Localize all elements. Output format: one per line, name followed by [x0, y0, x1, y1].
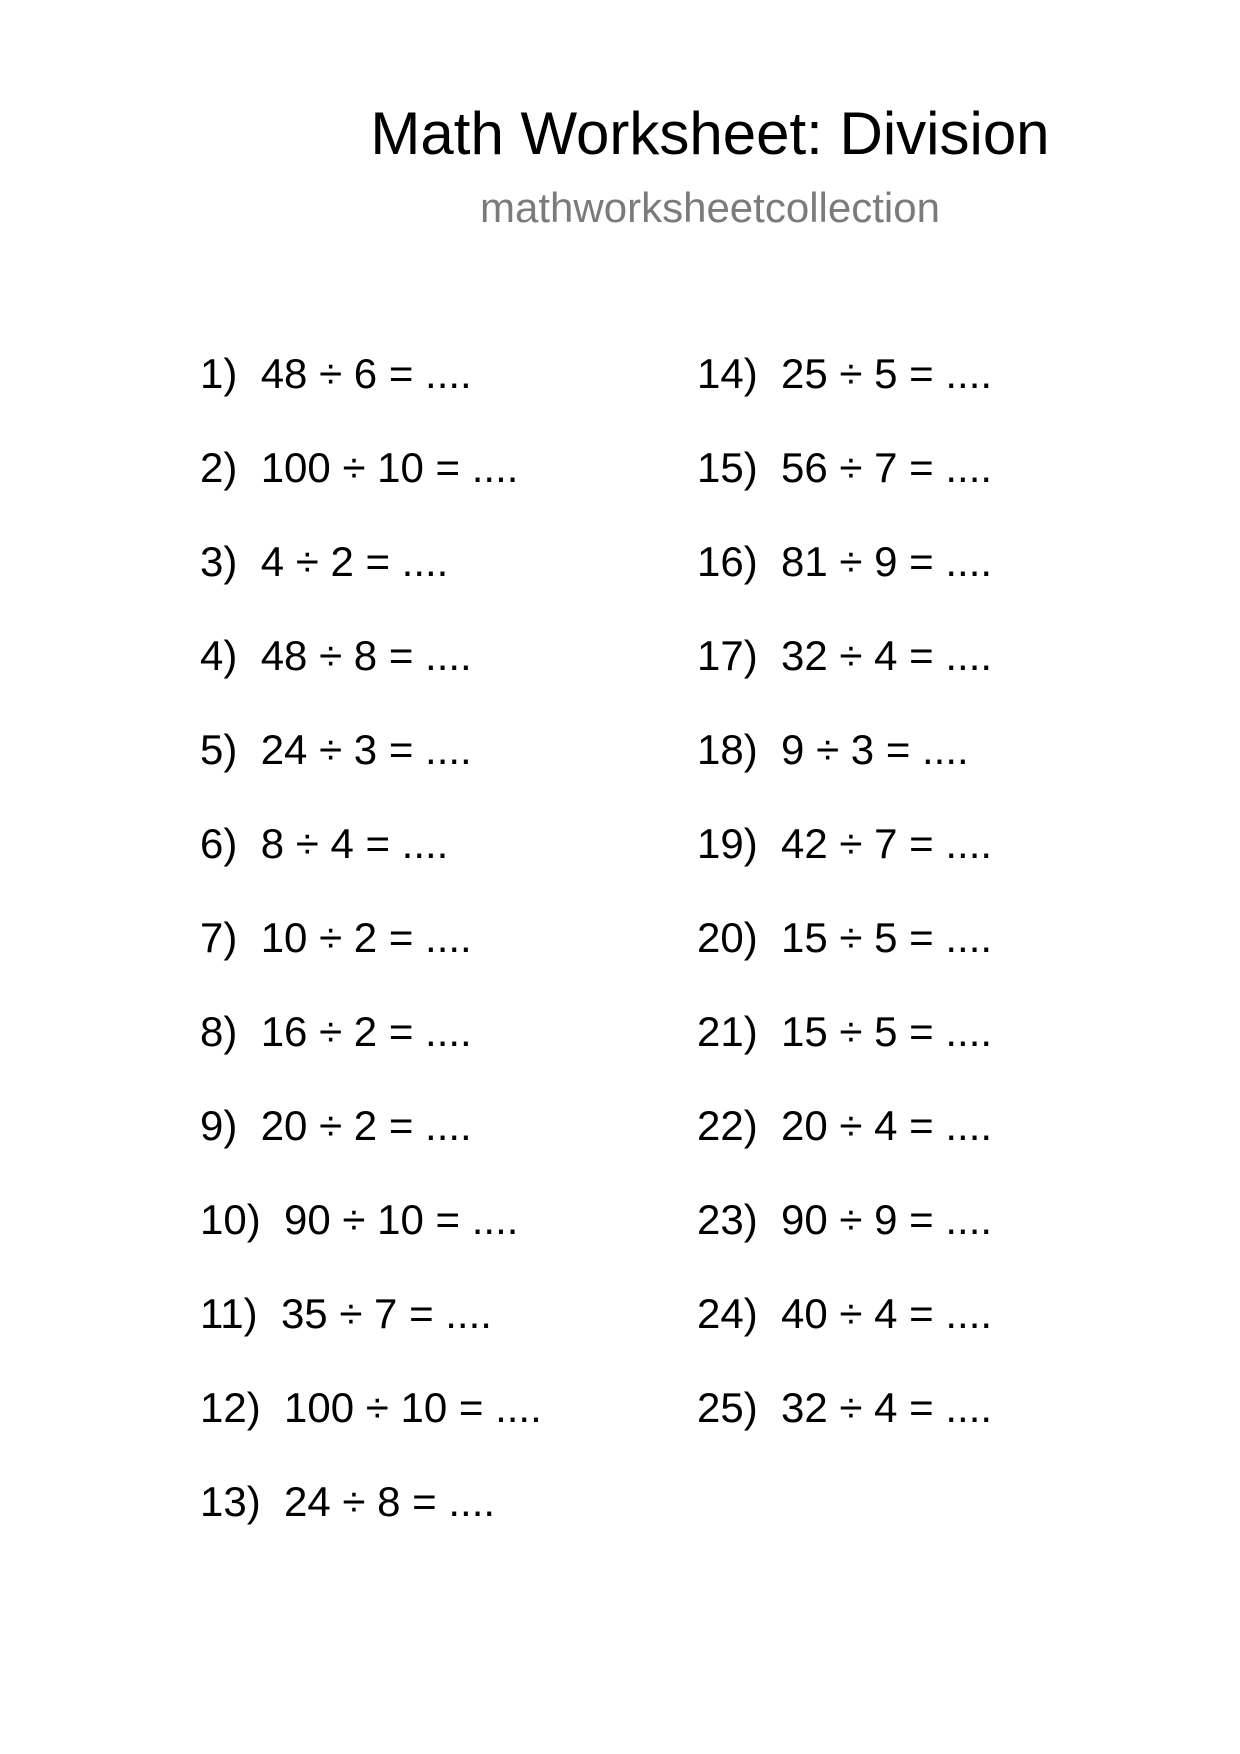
- problem-expression: 25 ÷ 5 = ....: [781, 350, 993, 397]
- problem-number: 8): [200, 1008, 238, 1055]
- problem-number: 24): [697, 1290, 758, 1337]
- problem-item: [200, 537, 448, 587]
- problem-number: 20): [697, 914, 758, 961]
- problem-item: [200, 1383, 542, 1433]
- problem-item: [200, 443, 518, 493]
- problem-item: [697, 349, 992, 399]
- problem-number: 11): [200, 1290, 258, 1337]
- problem-expression: 16 ÷ 2 = ....: [260, 1008, 472, 1055]
- problem-item: [697, 1289, 992, 1339]
- problem-expression: 81 ÷ 9 = ....: [781, 538, 993, 585]
- problem-item: [200, 1289, 492, 1339]
- problem-expression: 24 ÷ 8 = ....: [284, 1478, 496, 1525]
- problem-expression: 20 ÷ 4 = ....: [781, 1102, 993, 1149]
- problem-expression: 32 ÷ 4 = ....: [781, 1384, 993, 1431]
- problem-number: 2): [200, 444, 238, 491]
- problem-number: 4): [200, 632, 238, 679]
- problem-number: 16): [697, 538, 758, 585]
- problem-number: 1): [200, 350, 238, 397]
- problem-item: [697, 443, 992, 493]
- problem-expression: 90 ÷ 10 = ....: [284, 1196, 519, 1243]
- problem-expression: 24 ÷ 3 = ....: [260, 726, 472, 773]
- problem-item: [200, 913, 472, 963]
- problem-number: 22): [697, 1102, 758, 1149]
- problem-item: [200, 725, 472, 775]
- problem-number: 7): [200, 914, 238, 961]
- problem-expression: 20 ÷ 2 = ....: [260, 1102, 472, 1149]
- problem-expression: 90 ÷ 9 = ....: [781, 1196, 993, 1243]
- problem-item: [697, 819, 992, 869]
- problem-number: 15): [697, 444, 758, 491]
- problem-expression: 9 ÷ 3 = ....: [781, 726, 969, 773]
- problem-item: [697, 631, 992, 681]
- problem-number: 23): [697, 1196, 758, 1243]
- problem-item: [697, 537, 992, 587]
- problem-number: 12): [200, 1384, 261, 1431]
- problem-expression: 40 ÷ 4 = ....: [781, 1290, 993, 1337]
- worksheet-subtitle: mathworksheetcollection: [480, 184, 940, 231]
- problem-number: 19): [697, 820, 758, 867]
- problem-expression: 35 ÷ 7 = ....: [280, 1290, 492, 1337]
- worksheet-title: Math Worksheet: Division: [370, 100, 1050, 167]
- problem-number: 3): [200, 538, 238, 585]
- problem-expression: 8 ÷ 4 = ....: [260, 820, 449, 867]
- problem-expression: 42 ÷ 7 = ....: [781, 820, 993, 867]
- problem-item: [200, 1195, 518, 1245]
- problem-item: [697, 1007, 992, 1057]
- problem-number: 25): [697, 1384, 758, 1431]
- problem-number: 6): [200, 820, 238, 867]
- problem-item: [697, 1195, 992, 1245]
- problem-expression: 10 ÷ 2 = ....: [260, 914, 472, 961]
- problem-number: 10): [200, 1196, 261, 1243]
- problem-number: 14): [697, 350, 758, 397]
- problem-item: [200, 631, 472, 681]
- problem-number: 5): [200, 726, 238, 773]
- problem-item: [200, 1477, 495, 1527]
- problem-item: [697, 1383, 992, 1433]
- problem-number: 17): [697, 632, 758, 679]
- problem-item: [697, 1101, 992, 1151]
- problem-item: [697, 913, 992, 963]
- problem-expression: 100 ÷ 10 = ....: [260, 444, 519, 491]
- problem-expression: 15 ÷ 5 = ....: [781, 1008, 993, 1055]
- problem-expression: 48 ÷ 6 = ....: [260, 350, 472, 397]
- problem-item: [200, 1007, 472, 1057]
- problem-expression: 100 ÷ 10 = ....: [284, 1384, 542, 1431]
- problem-expression: 48 ÷ 8 = ....: [260, 632, 472, 679]
- problem-item: [200, 349, 472, 399]
- problem-number: 9): [200, 1102, 238, 1149]
- problem-number: 21): [697, 1008, 758, 1055]
- problem-item: [200, 1101, 472, 1151]
- problem-expression: 15 ÷ 5 = ....: [781, 914, 993, 961]
- problem-expression: 56 ÷ 7 = ....: [781, 444, 993, 491]
- problem-item: [697, 725, 969, 775]
- problem-number: 13): [200, 1478, 261, 1525]
- problem-number: 18): [697, 726, 758, 773]
- problem-expression: 32 ÷ 4 = ....: [781, 632, 993, 679]
- problem-expression: 4 ÷ 2 = ....: [260, 538, 449, 585]
- problem-item: [200, 819, 448, 869]
